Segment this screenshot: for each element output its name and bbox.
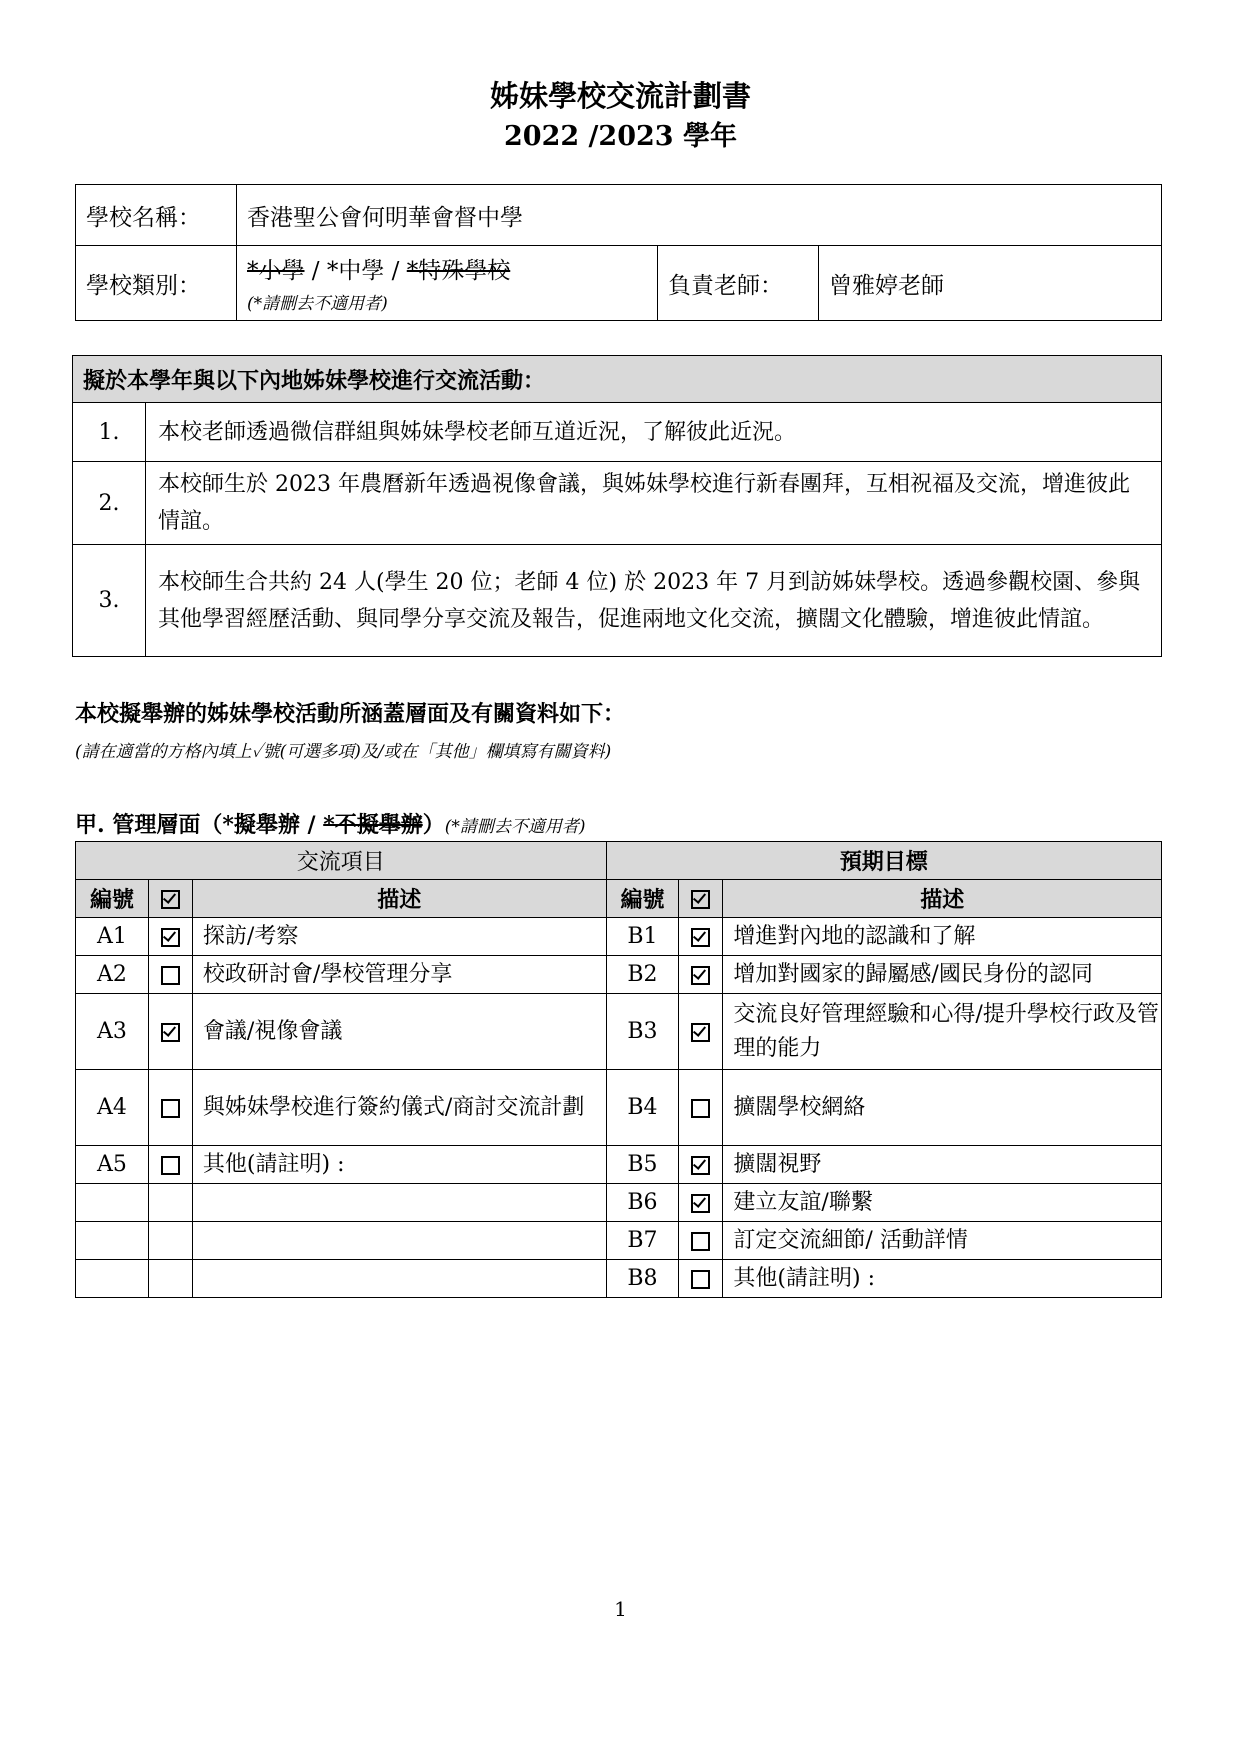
type-special: *特殊學校 — [406, 258, 511, 284]
checkbox-checked-icon[interactable] — [161, 1023, 180, 1042]
col-desc-header: 描述 — [192, 880, 606, 918]
goal-code: B3 — [606, 994, 679, 1070]
goal-checkbox[interactable] — [679, 1070, 723, 1146]
table-row — [76, 1260, 1162, 1298]
table-row — [76, 1222, 1162, 1260]
col-desc-header: 描述 — [723, 880, 1162, 918]
goal-code: B4 — [606, 1070, 679, 1146]
type-separator: / — [304, 258, 327, 284]
checkbox-checked-icon[interactable] — [691, 966, 710, 985]
section-a-prefix: 甲. 管理層面（ — [75, 812, 223, 838]
type-secondary: *中學 — [326, 258, 385, 284]
checkbox-checked-icon[interactable] — [691, 1194, 710, 1213]
activity-number: 3. — [73, 545, 146, 657]
checkbox-checked-icon[interactable] — [161, 928, 180, 947]
item-code: A4 — [76, 1070, 149, 1146]
school-type-label: 學校類別： — [76, 246, 237, 321]
goal-code: B7 — [606, 1222, 679, 1260]
item-description — [192, 1222, 606, 1260]
goal-code: B8 — [606, 1260, 679, 1298]
table-row — [76, 1146, 1162, 1184]
type-primary: *小學 — [247, 258, 305, 284]
section-a-separator: / — [299, 812, 324, 838]
goal-description: 擴闊學校網絡 — [723, 1070, 1162, 1146]
activity-number: 1. — [73, 403, 146, 462]
item-description — [192, 1184, 606, 1222]
goal-code: B6 — [606, 1184, 679, 1222]
section-a-option-not-organise: *不擬舉辦 — [323, 812, 423, 838]
checkbox-empty-icon[interactable] — [691, 1099, 710, 1118]
checkbox-checked-icon — [691, 890, 710, 909]
item-checkbox[interactable] — [148, 956, 192, 994]
item-code: A5 — [76, 1146, 149, 1184]
goal-code: B1 — [606, 918, 679, 956]
school-info-table — [75, 184, 1162, 321]
goal-code: B5 — [606, 1146, 679, 1184]
item-description: 會議/視像會議 — [192, 994, 606, 1070]
goal-checkbox[interactable] — [679, 1146, 723, 1184]
checkbox-empty-icon[interactable] — [161, 1156, 180, 1175]
checkbox-empty-icon[interactable] — [161, 1099, 180, 1118]
activity-number: 2. — [73, 462, 146, 545]
coverage-note: (請在適當的方格內填上✓號(可選多項)及/或在「其他」欄填寫有關資料) — [75, 742, 612, 762]
goal-description: 增進對內地的認識和了解 — [723, 918, 1162, 956]
item-description: 探訪/考察 — [192, 918, 606, 956]
right-section-header: 預期目標 — [606, 842, 1162, 880]
item-checkbox — [148, 1260, 192, 1298]
goal-checkbox[interactable] — [679, 994, 723, 1070]
goal-code: B2 — [606, 956, 679, 994]
item-description — [192, 1260, 606, 1298]
checkbox-checked-icon[interactable] — [691, 928, 710, 947]
table-row — [76, 1184, 1162, 1222]
goal-checkbox[interactable] — [679, 918, 723, 956]
checkbox-checked-icon[interactable] — [691, 1156, 710, 1175]
checkbox-empty-icon[interactable] — [691, 1232, 710, 1251]
item-checkbox[interactable] — [148, 994, 192, 1070]
activities-heading: 擬於本學年與以下內地姊妹學校進行交流活動： — [73, 356, 1162, 403]
checkbox-checked-icon[interactable] — [691, 1023, 710, 1042]
item-code — [76, 1184, 149, 1222]
item-description: 與姊妹學校進行簽約儀式/商討交流計劃 — [192, 1070, 606, 1146]
item-checkbox — [148, 1222, 192, 1260]
page-number: 1 — [614, 1597, 627, 1621]
goal-description: 擴闊視野 — [723, 1146, 1162, 1184]
goal-checkbox[interactable] — [679, 1184, 723, 1222]
item-checkbox[interactable] — [148, 918, 192, 956]
school-type-cell — [237, 246, 658, 321]
checkbox-empty-icon[interactable] — [161, 966, 180, 985]
section-a-option-organise: *擬舉辦 — [222, 812, 300, 838]
type-separator: / — [384, 258, 407, 284]
section-a-heading — [75, 808, 586, 839]
item-description: 其他(請註明) : — [192, 1146, 606, 1184]
document-title: 姊妹學校交流計劃書 — [489, 79, 751, 113]
col-number-header: 編號 — [606, 880, 679, 918]
goal-description: 交流良好管理經驗和心得/提升學校行政及管理的能力 — [723, 994, 1162, 1070]
goal-description: 建立友誼/聯繫 — [723, 1184, 1162, 1222]
checkbox-checked-icon — [161, 890, 180, 909]
academic-year: 2022 /2023 學年 — [504, 121, 737, 152]
school-name-value: 香港聖公會何明華會督中學 — [237, 185, 1162, 246]
activities-table — [72, 355, 1162, 657]
goal-checkbox[interactable] — [679, 1222, 723, 1260]
item-code — [76, 1260, 149, 1298]
activity-text: 本校師生於 2023 年農曆新年透過視像會議，與姊妹學校進行新春團拜，互相祝福及交流，增進彼此情誼。 — [146, 462, 1162, 545]
goal-checkbox[interactable] — [679, 956, 723, 994]
item-checkbox — [148, 1184, 192, 1222]
item-code: A2 — [76, 956, 149, 994]
table-row — [76, 1070, 1162, 1146]
section-a-note: (*請刪去不適用者) — [444, 817, 586, 837]
section-a-suffix: ） — [422, 812, 445, 838]
left-section-header: 交流項目 — [76, 842, 607, 880]
school-name-label: 學校名稱： — [76, 185, 237, 246]
coverage-heading: 本校擬舉辦的姊妹學校活動所涵蓋層面及有關資料如下： — [75, 701, 626, 727]
table-row — [76, 956, 1162, 994]
item-code — [76, 1222, 149, 1260]
type-note: (*請刪去不適用者) — [247, 294, 388, 314]
col-number-header: 編號 — [76, 880, 149, 918]
checkbox-empty-icon[interactable] — [691, 1270, 710, 1289]
item-checkbox[interactable] — [148, 1146, 192, 1184]
goal-description: 訂定交流細節/ 活動詳情 — [723, 1222, 1162, 1260]
table-row — [76, 918, 1162, 956]
teacher-name: 曾雅婷老師 — [819, 246, 1162, 321]
activity-text: 本校師生合共約 24 人(學生 20 位；老師 4 位) 於 2023 年 7 月到訪姊妹學校。透過參觀校園、參與其他學習經歷活動、與同學分享交流及報告，促進兩地文化交流，擴闊文化體驗，增進彼此情誼。 — [146, 545, 1162, 657]
table-row — [76, 994, 1162, 1070]
item-code: A3 — [76, 994, 149, 1070]
goal-description: 其他(請註明) : — [723, 1260, 1162, 1298]
goal-checkbox[interactable] — [679, 1260, 723, 1298]
teacher-label: 負責老師： — [658, 246, 819, 321]
goal-description: 增加對國家的歸屬感/國民身份的認同 — [723, 956, 1162, 994]
item-checkbox[interactable] — [148, 1070, 192, 1146]
activity-text: 本校老師透過微信群組與姊妹學校老師互道近況，了解彼此近況。 — [146, 403, 1162, 462]
item-description: 校政研討會/學校管理分享 — [192, 956, 606, 994]
col-check-header — [148, 880, 192, 918]
management-table — [75, 841, 1162, 1298]
item-code: A1 — [76, 918, 149, 956]
col-check-header — [679, 880, 723, 918]
